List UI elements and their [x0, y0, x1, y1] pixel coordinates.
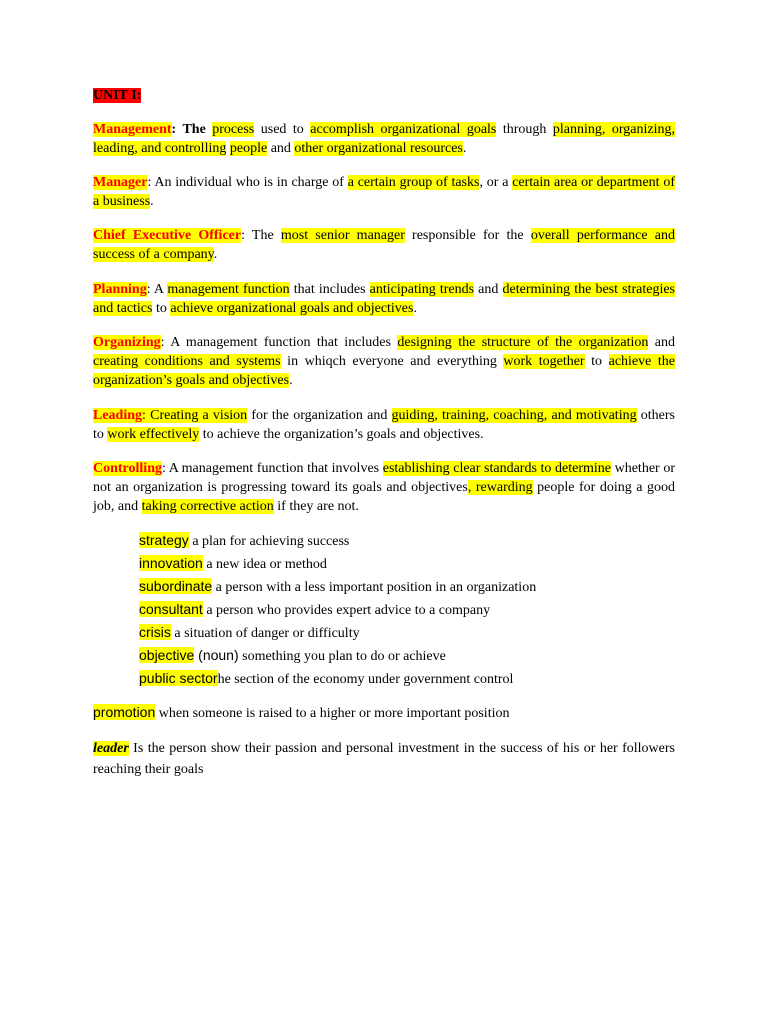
- highlight: overall performance and success of a company: [93, 228, 675, 262]
- highlight: work effectively: [107, 427, 200, 442]
- def-text: : A: [146, 282, 168, 297]
- def-text: whether or not an organization is progressing toward its goals and objectives: [93, 461, 675, 495]
- promotion-definition: when someone is raised to a higher or more important position: [155, 706, 510, 721]
- term-planning: Planning: [93, 282, 147, 297]
- promotion-word: promotion: [93, 704, 156, 720]
- vocab-part-of-speech: (noun): [194, 647, 239, 663]
- def-text: people for doing a good job, and: [93, 480, 675, 514]
- vocab-item: [139, 531, 349, 551]
- definition-management: [93, 120, 675, 158]
- promotion-entry: [93, 703, 675, 723]
- highlight: most senior manager: [280, 228, 405, 243]
- highlight: guiding, training, coaching, and motivating: [391, 408, 637, 423]
- def-text: : An individual who is in charge of: [147, 175, 348, 190]
- def-text: : A management function that involves: [161, 461, 383, 476]
- vocab-word: crisis: [139, 624, 171, 640]
- definition-leading: [93, 406, 675, 444]
- definition-planning: [93, 280, 675, 318]
- term-manager: Manager: [93, 175, 148, 190]
- vocab-word: innovation: [139, 555, 203, 571]
- term-leading: Leading: [93, 408, 143, 423]
- def-text: and: [648, 335, 675, 350]
- def-text: through: [496, 122, 553, 137]
- vocab-definition: a situation of danger or difficulty: [170, 626, 360, 641]
- def-text: to: [152, 301, 171, 316]
- def-text: used to: [254, 122, 311, 137]
- def-text: responsible for the: [404, 228, 531, 243]
- def-text: others to: [93, 408, 676, 442]
- vocab-item: [139, 669, 513, 689]
- vocab-word: public sector: [139, 670, 218, 686]
- highlight: establishing clear standards to determine: [382, 461, 611, 476]
- highlight: certain area or department of a business: [93, 175, 675, 209]
- vocab-item: [139, 646, 446, 666]
- vocab-definition: a person who provides expert advice to a company: [202, 603, 491, 618]
- highlight: other organizational resources: [294, 141, 463, 156]
- def-text: , or a: [479, 175, 513, 190]
- vocab-item: [139, 554, 327, 574]
- leader-entry: [93, 738, 675, 780]
- leader-word: leader: [93, 741, 129, 756]
- def-text: .: [213, 247, 218, 262]
- highlight: creating conditions and systems: [93, 354, 281, 369]
- vocab-definition: he section of the economy under government control: [217, 672, 514, 687]
- def-text: : A management function that includes: [160, 335, 398, 350]
- def-text: to achieve the organization’s goals and objectives.: [199, 427, 484, 442]
- highlight: a certain group of tasks: [347, 175, 480, 190]
- vocab-item: [139, 577, 536, 597]
- term-controlling: Controlling: [93, 461, 162, 476]
- highlight: work together: [503, 354, 585, 369]
- def-text: .: [413, 301, 417, 316]
- vocab-definition: a plan for achieving success: [188, 534, 350, 549]
- highlight: taking corrective action: [141, 499, 274, 514]
- def-text: in whiqch everyone and everything: [280, 354, 504, 369]
- vocab-word: strategy: [139, 532, 189, 548]
- highlight: planning, organizing, leading, and controlling: [93, 122, 676, 156]
- vocab-item: [139, 600, 490, 620]
- unit-title: UNIT I:: [93, 88, 142, 103]
- def-text: : The: [171, 122, 213, 137]
- highlight: achieve organizational goals and objectives: [170, 301, 414, 316]
- highlight: :: [142, 408, 151, 423]
- highlight: accomplish organizational goals: [310, 122, 497, 137]
- vocab-word: consultant: [139, 601, 203, 617]
- vocab-definition: a person with a less important position in an organization: [212, 580, 537, 595]
- unit-heading: [93, 86, 675, 105]
- def-text: to: [584, 354, 609, 369]
- highlight: achieve the organization’s goals and objectives: [93, 354, 676, 388]
- highlight: management function: [167, 282, 290, 297]
- term-ceo: Chief Executive Officer: [93, 228, 242, 243]
- definition-organizing: [93, 333, 675, 390]
- vocab-word: objective: [139, 647, 195, 663]
- definition-controlling: [93, 459, 675, 516]
- def-text: .: [150, 194, 154, 209]
- vocab-item: [139, 623, 360, 643]
- def-text: and: [474, 282, 503, 297]
- highlight: process: [212, 122, 255, 137]
- definition-manager: [93, 173, 675, 211]
- definition-ceo: [93, 226, 675, 264]
- def-text: that includes: [289, 282, 370, 297]
- def-text: if they are not.: [273, 499, 359, 514]
- def-text: .: [289, 373, 293, 388]
- term-organizing: Organizing: [93, 335, 161, 350]
- def-text: and: [267, 141, 295, 156]
- def-text: .: [462, 141, 467, 156]
- vocab-word: subordinate: [139, 578, 213, 594]
- def-text: for the organization and: [247, 408, 392, 423]
- highlight: people: [229, 141, 268, 156]
- highlight: , rewarding: [467, 480, 533, 495]
- highlight: designing the structure of the organization: [397, 335, 649, 350]
- highlight: anticipating trends: [369, 282, 475, 297]
- vocab-definition: something you plan to do or achieve: [238, 649, 446, 664]
- def-text: : The: [241, 228, 281, 243]
- term-management: Management: [93, 122, 172, 137]
- highlight: Creating a vision: [150, 408, 248, 423]
- leader-definition: Is the person show their passion and personal investment in the success of his or her followers reaching their goals: [93, 741, 675, 777]
- highlight: determining the best strategies and tactics: [93, 282, 675, 316]
- vocab-definition: a new idea or method: [202, 557, 327, 572]
